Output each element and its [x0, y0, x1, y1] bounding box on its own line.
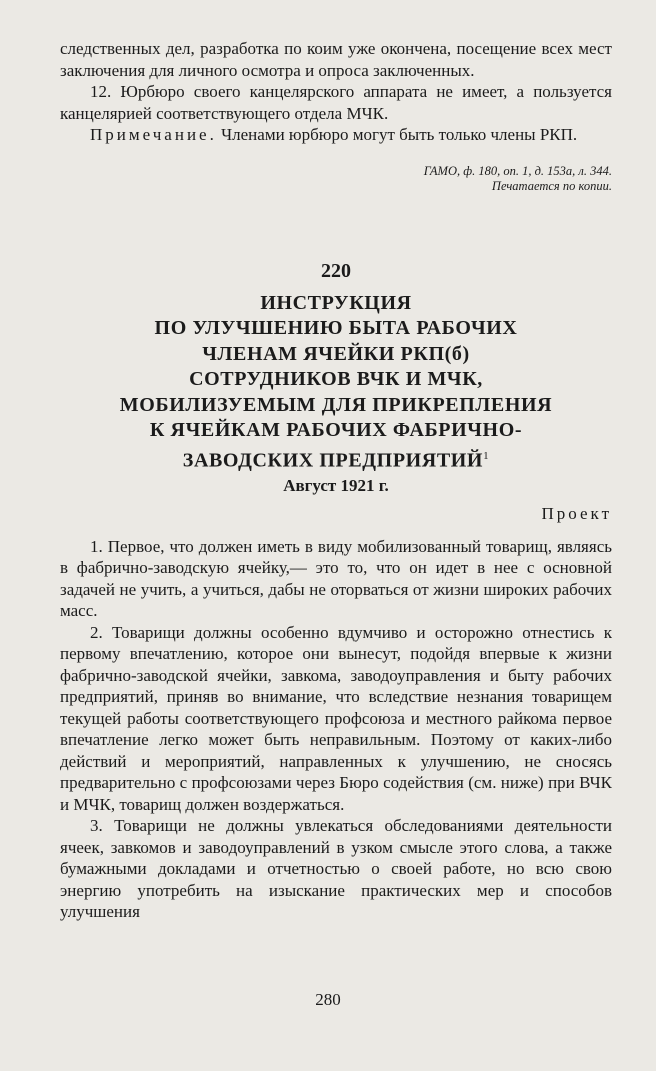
title-line: К ЯЧЕЙКАМ РАБОЧИХ ФАБРИЧНО- [149, 419, 523, 441]
archive-reference: ГАМО, ф. 180, оп. 1, д. 153а, л. 344. [423, 163, 612, 178]
footnote-mark: 1 [483, 449, 490, 462]
archive-source [60, 164, 612, 194]
note-paragraph [60, 124, 612, 146]
title-line: ЗАВОДСКИХ ПРЕДПРИЯТИЙ [182, 449, 484, 472]
title-line: СОТРУДНИКОВ ВЧК И МЧК, [189, 368, 483, 390]
note-label: Примечание. [90, 125, 217, 144]
title-line: ЧЛЕНАМ ЯЧЕЙКИ РКП(б) [202, 342, 470, 365]
continuation-paragraph: следственных дел, разработка по коим уже окончена, посещение всех мест заключения для личного осмотра и опроса заключенных. [60, 39, 612, 80]
page-number: 280 [315, 990, 341, 1009]
body-paragraph-2: 2. Товарищи должны особенно вдумчиво и осторожно отнестись к первому впечатлению, которое они вынесут, подойдя впервые к жизни фабрично-заводской ячейки, завкома, заводоуправления и быту рабочих предприятий, приняв во внимание, что вследствие незнания товарищем текущей работы соответствующего профсоюза и местного райкома первое впечатление легко может быть неправильным. Поэтому от каких-либо действий и мероприятий, направленных к улучшению, не сносясь предварительно с профсоюзами через Бюро содействия (см. ниже) при ВЧК и МЧК, товарищ должен воздержаться. [60, 622, 612, 814]
item-12-paragraph: 12. Юрбюро своего канцелярского аппарата не имеет, а пользуется канцелярией соответствующего отдела МЧК. [60, 82, 612, 123]
title-line: ПО УЛУЧШЕНИЮ БЫТА РАБОЧИХ [154, 317, 518, 339]
document-status: Проект [541, 503, 612, 523]
title-line-last [60, 444, 612, 474]
title-line: ИНСТРУКЦИЯ [260, 291, 412, 314]
body-paragraph-1: 1. Первое, что должен иметь в виду мобилизованный товарищ, являясь в фабрично-заводскую ячейку,— это то, что он идет в нее с основной задачей не учить, а учиться, дабы не оторваться от жизни широких рабочих масс. [60, 536, 612, 621]
document-number: 220 [321, 259, 351, 282]
title-line: МОБИЛИЗУЕМЫМ ДЛЯ ПРИКРЕПЛЕНИЯ [119, 393, 553, 416]
document-date: Август 1921 г. [283, 475, 389, 495]
document-title [60, 291, 612, 474]
print-note: Печатается по копии. [491, 178, 612, 193]
body-paragraph-3: 3. Товарищи не должны увлекаться обследованиями деятельности ячеек, завкомов и заводоуправлений в узком смысле этого слова, а также бумажными докладами и отчетностью о своей работе, но всю свою энергию употребить на изыскание практических мер и способов улучшения [60, 816, 612, 922]
note-text: Членами юрбюро могут быть только члены РКП. [216, 125, 578, 144]
